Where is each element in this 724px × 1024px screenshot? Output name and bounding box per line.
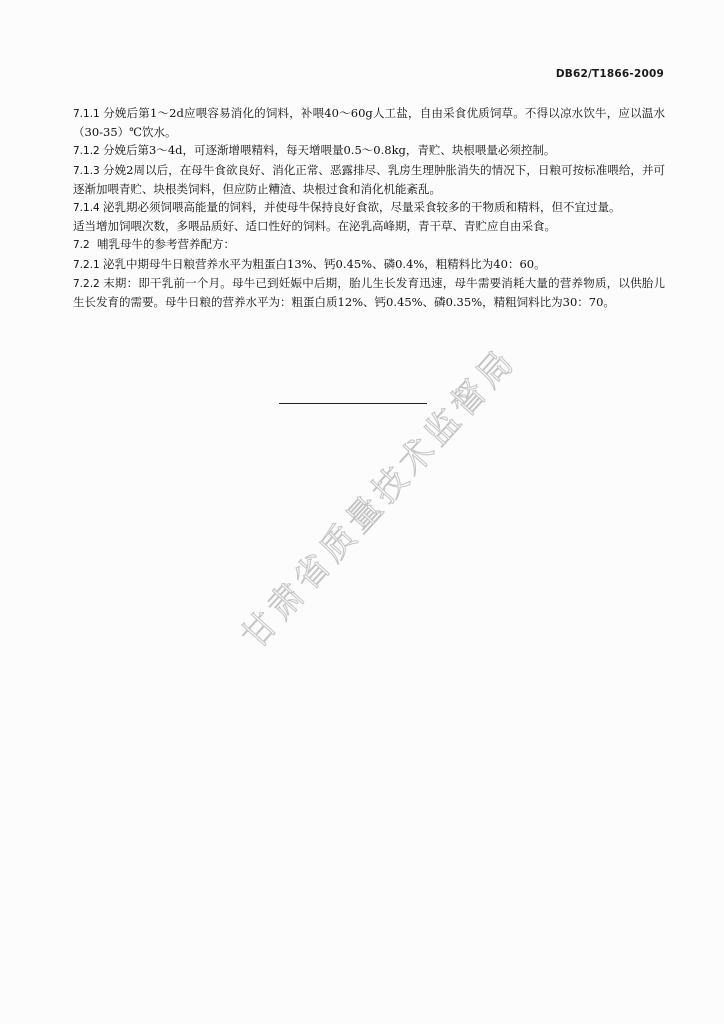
paragraph-7-2-1: [73, 255, 665, 274]
paragraph-7-2: [73, 235, 665, 254]
clause-text: 分娩2周以后，在母牛食欲良好、消化正常、恶露排尽、乳房生理肿胀消失的情况下，日粮可按标准喂给，并可逐渐加喂青贮、块根类饲料，但应防止糟渣、块根过食和消化机能紊乱。: [73, 162, 665, 196]
clause-text: 哺乳母牛的参考营养配方：: [97, 237, 235, 252]
paragraph-7-1-3: [73, 161, 665, 198]
paragraph-7-2-2: [73, 274, 665, 311]
clause-number: 7.2: [73, 239, 90, 252]
clause-text: 分娩后第3～4d，可逐渐增喂精料，每天增喂量0.5～0.8kg，青贮、块根喂量必须控制。: [103, 143, 556, 158]
clause-number: 7.1.3: [73, 164, 100, 177]
clause-number: 7.2.2: [73, 277, 100, 290]
standard-code: DB62/T1866-2009: [555, 68, 664, 80]
paragraph-7-1-4: [73, 198, 665, 217]
clause-text: 末期：即干乳前一个月。母牛已到妊娠中后期，胎儿生长发育迅速，母牛需要消耗大量的营养物质，以供胎儿生长发育的需要。母牛日粮的营养水平为：粗蛋白质12%、钙0.45%、磷0.35%，精粗饲料比为30：70。: [73, 275, 665, 310]
clause-number: 7.1.1: [73, 108, 100, 120]
document-body: [73, 104, 665, 311]
end-rule: [279, 403, 427, 404]
clause-number: 7.1.4: [73, 202, 100, 215]
clause-text: 分娩后第1～2d应喂容易消化的饲料，补喂40～60g人工盐，自由采食优质饲草。不得以凉水饮牛，应以温水（30-35）℃饮水。: [73, 106, 665, 140]
paragraph-7-1-1: [73, 104, 665, 141]
clause-number: 7.1.2: [73, 145, 100, 158]
watermark-stamp: 甘肃省质量技术监督局: [233, 339, 525, 657]
clause-number: 7.2.1: [73, 258, 100, 271]
paragraph-continuation: [73, 217, 665, 235]
paragraph-7-1-2: [73, 141, 665, 160]
clause-text: 泌乳中期母牛日粮营养水平为粗蛋白13%、钙0.45%、磷0.4%，粗精料比为40：60。: [103, 256, 546, 271]
clause-text: 泌乳期必须饲喂高能量的饲料，并使母牛保持良好食欲，尽量采食较多的干物质和精料，但不宜过量。: [103, 200, 621, 215]
clause-text: 适当增加饲喂次数，多喂品质好、适口性好的饲料。在泌乳高峰期，青干草、青贮应自由采食。: [73, 219, 556, 234]
